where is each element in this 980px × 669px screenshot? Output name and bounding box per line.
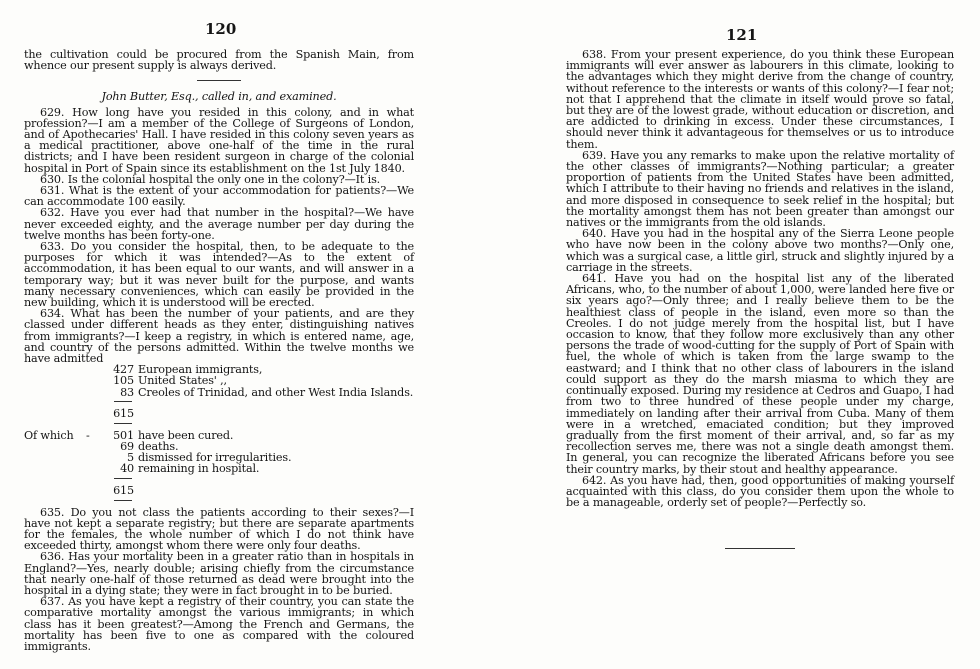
table-row — [24, 387, 414, 398]
right-page — [490, 0, 980, 669]
witness-heading: John Butter, Esq., called in, and examined. — [101, 90, 337, 104]
admission-number: 427 — [113, 363, 134, 377]
end-divider — [725, 548, 795, 549]
outcome-label: have been cured. — [138, 428, 234, 442]
table-row — [24, 375, 414, 386]
outcomes-dash: - — [86, 428, 90, 442]
paragraph-634: 634. What has been the number of your patients, and are they classed under different heads as they enter, distinguishing natives from immigrants?—I keep a registry, in which is entered name, age, and country of the persons admitted. Within the twelve months we have admitted — [24, 307, 414, 366]
table-row — [24, 408, 414, 420]
sum-rule — [114, 478, 132, 479]
left-column — [24, 49, 414, 652]
right-column — [566, 49, 954, 549]
sum-rule — [114, 401, 132, 402]
paragraph-632: 632. Have you ever had that number in the hospital?—We have never exceeded eighty, and the average number per day during the twelve months has been forty-one. — [24, 206, 414, 242]
outcome-label: remaining in hospital. — [138, 462, 260, 476]
sum-rule — [114, 423, 132, 424]
outcome-number: 5 — [127, 451, 134, 465]
outcomes-label: Of which — [24, 428, 74, 442]
admission-label: European immigrants, — [138, 363, 263, 377]
admission-number: 105 — [113, 374, 134, 388]
outcomes-total: 615 — [113, 483, 134, 497]
admission-label: Creoles of Trinidad, and other West India Islands. — [138, 385, 414, 399]
outcome-label: deaths. — [138, 440, 179, 454]
page-number-right: 121 — [726, 26, 758, 44]
paragraph-633: 633. Do you consider the hospital, then, to be adequate to the purposes for which it was intended?—As to the extent of accommodation, it has been equal to our wants, and will answer in a temporary way; but it was never built for the purpose, and wants many necessary conveniences, which can easily be provided in the new building, which it is understood will be erected. — [24, 240, 414, 310]
outcome-number: 40 — [120, 462, 134, 476]
paragraph-629: 629. How long have you resided in this colony, and in what profession?—I am a member of the College of Surgeons of London, and of Apothecaries' Hall. I have resided in this colony seven years as a medical practitioner, above one-half of the time in the rural districts; and I have been resident surgeon in charge of the colonial hospital in Port of Spain since its establishment on the 1st July 1840. — [24, 105, 414, 175]
admission-label: United States' ,, — [138, 374, 227, 388]
table-row — [24, 485, 414, 497]
admission-number: 83 — [120, 385, 134, 399]
outcome-number: 501 — [113, 428, 134, 442]
sum-rule — [114, 500, 132, 501]
paragraph-631: 631. What is the extent of your accommodation for patients?—We can accommodate 100 easily. — [24, 184, 414, 209]
paragraph-630: 630. Is the colonial hospital the only one in the colony?—It is. — [40, 172, 381, 186]
paragraph-640: 640. Have you had in the hospital any of the Sierra Leone people who have now been in the colony above two months?—Only one, which was a surgical case, a little girl, struck and slightly injured by a carriage in the streets. — [566, 227, 954, 274]
admissions-table — [24, 364, 414, 500]
page-number-left: 120 — [205, 20, 237, 38]
table-row — [24, 463, 414, 474]
paragraph-638: 638. From your present experience, do you think these European immigrants will ever answer as labourers in this climate, looking to the advantages which they might derive from the change of country, without reference to the interests or wants of this colony?—I fear not; not that I apprehend that the climate in itself would prove so fatal, but they are of the lowest grade, without education or discretion, and are addicted to drinking in excess. Under these circumstances, I should never think it advantageous for themselves or us to introduce them. — [566, 48, 954, 151]
outcome-number: 69 — [120, 440, 134, 454]
paragraph-639: 639. Have you any remarks to make upon the relative mortality of the other classes of immigrants?—Nothing particular; a greater proportion of patients from the United States have been admitted, which I attribute to their having no friends and relatives in the island, and more disposed in consequence to seek relief in the hospital; but the mortality amongst them has not been greater than amongst our natives or the immigrants from the old islands. — [566, 148, 954, 230]
opening-text: the cultivation could be procured from the Spanish Main, from whence our present supply is always derived. — [24, 48, 414, 73]
admissions-total: 615 — [113, 406, 134, 420]
paragraph-637: 637. As you have kept a registry of their country, you can state the comparative mortality amongst the various immigrants; in which class has it been greatest?—Among the French and Germans, the mortality has been five to one as compared with the coloured immigrants. — [24, 595, 414, 654]
paragraph-642: 642. As you have had, then, good opportunities of making yourself acquainted with this class, do you consider them upon the whole to be a manageable, orderly set of people?—Perfectly so. — [566, 473, 954, 510]
paragraph-635: 635. Do you not class the patients according to their sexes?—I have not kept a separate registry; but there are separate apartments for the females, the whole number of which I do not think have exceeded thirty, amongst whom there were only four deaths. — [24, 505, 414, 553]
paragraph-636: 636. Has your mortality been in a greater ratio than in hospitals in England?—Yes, nearly double; arising chiefly from the circumstance that nearly one-half of those returned as dead were brought into the hospital in a dying state; they were in fact brought in to be buried. — [24, 550, 414, 598]
paragraph-641: 641. Have you had on the hospital list any of the liberated Africans, who, to the number of about 1,000, were landed here five or six years ago?—Only three; and I really believe them to be the healthiest class of people in the island, even more so than the Creoles. I do not judge merely from the hospital list, but I have occasion to know, that they follow more exclusively than any other persons the trade of wood-cutting for the supply of Port of Spain with fuel, the whole of which is taken from the large swamp to the eastward; and I think that no other class of labourers in the island could support as they do the marsh miasma to which they are continually exposed. During my residence at Cedros and Guapo, I had from two to three hundred of these people under my charge, immediately on landing after their arrival from Cuba. Many of them were in a wretched, emaciated condition; but they improved gradually from the first moment of their arrival, and, so far as my recollection serves me, there was not a single death amongst them. In general, you can recognize the liberated Africans before you see their country marks, by their stout and healthy appearance. — [566, 272, 954, 476]
section-divider — [197, 80, 241, 81]
table-row — [24, 430, 414, 441]
outcome-label: dismissed for irregularities. — [138, 451, 292, 465]
